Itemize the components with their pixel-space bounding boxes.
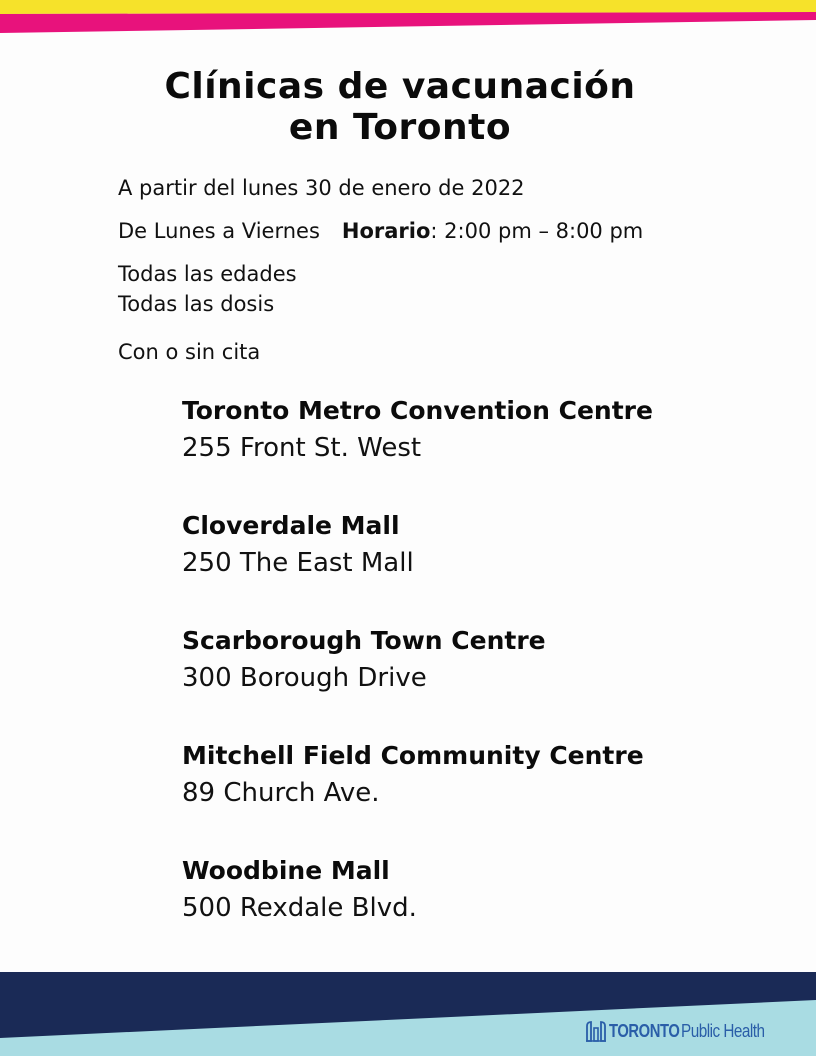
ages-text: Todas las edades xyxy=(118,262,297,286)
toronto-public-health-logo xyxy=(586,1018,779,1044)
start-date-text: A partir del lunes 30 de enero de 2022 xyxy=(118,176,525,200)
clinic-location xyxy=(182,509,782,624)
clinic-location xyxy=(182,394,782,509)
page-title-line-2: en Toronto xyxy=(288,107,512,148)
clinic-address: 89 Church Ave. xyxy=(182,778,380,808)
clinic-location-list xyxy=(182,394,782,969)
clinic-address: 500 Rexdale Blvd. xyxy=(182,893,417,923)
clinic-name: Toronto Metro Convention Centre xyxy=(182,396,653,425)
clinic-location xyxy=(182,739,782,854)
schedule-text xyxy=(118,219,643,243)
hours-label: Horario xyxy=(341,219,431,243)
hours-value: : 2:00 pm – 8:00 pm xyxy=(430,219,644,243)
clinic-name: Scarborough Town Centre xyxy=(182,626,546,655)
page-title-line-1: Clínicas de vacunación xyxy=(164,66,636,107)
clinic-location xyxy=(182,624,782,739)
clinic-address: 250 The East Mall xyxy=(182,548,414,578)
clinic-name: Mitchell Field Community Centre xyxy=(182,741,644,770)
days-text: De Lunes a Viernes xyxy=(118,219,320,243)
clinic-location xyxy=(182,854,782,969)
city-hall-icon xyxy=(586,1020,606,1042)
clinic-address: 300 Borough Drive xyxy=(182,663,427,693)
clinic-name: Cloverdale Mall xyxy=(182,511,400,540)
clinic-name: Woodbine Mall xyxy=(182,856,390,885)
page-title xyxy=(0,66,800,148)
clinic-address: 255 Front St. West xyxy=(182,433,422,463)
logo-toronto-text: TORONTO xyxy=(609,1020,680,1041)
doses-text: Todas las dosis xyxy=(118,292,275,316)
logo-public-health-text: Public Health xyxy=(681,1020,765,1041)
appointment-text: Con o sin cita xyxy=(118,340,261,364)
top-color-stripe xyxy=(0,0,816,34)
